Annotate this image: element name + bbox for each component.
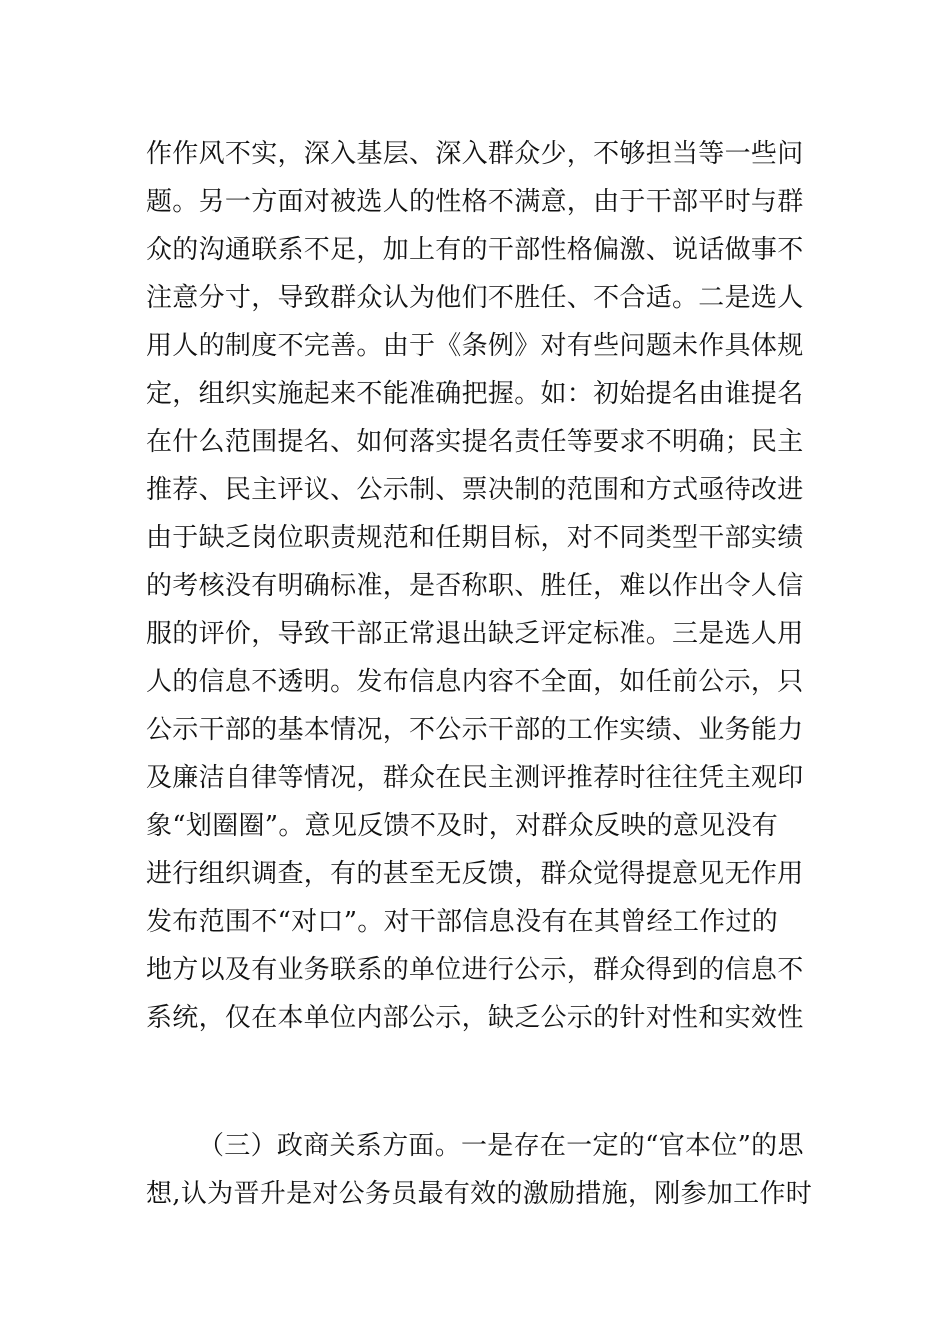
text-line: 定，组织实施起来不能准确把握。如：初始提名由谁提名 xyxy=(146,379,804,409)
text-line: 题。另一方面对被选人的性格不满意，由于干部平时与群 xyxy=(146,187,804,217)
text-line: 进行组织调查，有的甚至无反馈，群众觉得提意见无作用 xyxy=(146,859,804,889)
text-line: 的考核没有明确标准，是否称职、胜任，难以作出令人信 xyxy=(146,571,804,601)
text-line: 系统，仅在本单位内部公示，缺乏公示的针对性和实效性 xyxy=(146,1003,804,1033)
text-line: （三）政商关系方面。一是存在一定的“官本位”的思 xyxy=(198,1131,804,1161)
text-line: 公示干部的基本情况，不公示干部的工作实绩、业务能力 xyxy=(146,715,804,745)
text-line: 及廉洁自律等情况，群众在民主测评推荐时往往凭主观印 xyxy=(146,763,804,793)
text-line: 地方以及有业务联系的单位进行公示，群众得到的信息不 xyxy=(146,955,804,985)
text-line: 由于缺乏岗位职责规范和任期目标，对不同类型干部实绩 xyxy=(146,523,804,553)
text-line: 想,认为晋升是对公务员最有效的激励措施，刚参加工作时 xyxy=(146,1179,813,1209)
text-line: 象“划圈圈”。意见反馈不及时，对群众反映的意见没有 xyxy=(146,811,779,841)
text-line: 人的信息不透明。发布信息内容不全面，如任前公示，只 xyxy=(146,667,804,697)
text-line: 作作风不实，深入基层、深入群众少，不够担当等一些问 xyxy=(146,139,804,169)
text-line: 服的评价，导致干部正常退出缺乏评定标准。三是选人用 xyxy=(146,619,804,649)
text-line: 用人的制度不完善。由于《条例》对有些问题未作具体规 xyxy=(146,331,804,361)
text-line: 在什么范围提名、如何落实提名责任等要求不明确；民主 xyxy=(146,427,804,457)
text-line: 众的沟通联系不足，加上有的干部性格偏激、说话做事不 xyxy=(146,235,804,265)
text-line: 注意分寸，导致群众认为他们不胜任、不合适。二是选人 xyxy=(146,283,804,313)
text-line: 发布范围不“对口”。对干部信息没有在其曾经工作过的 xyxy=(146,907,779,937)
text-line: 推荐、民主评议、公示制、票决制的范围和方式亟待改进 xyxy=(146,475,804,505)
